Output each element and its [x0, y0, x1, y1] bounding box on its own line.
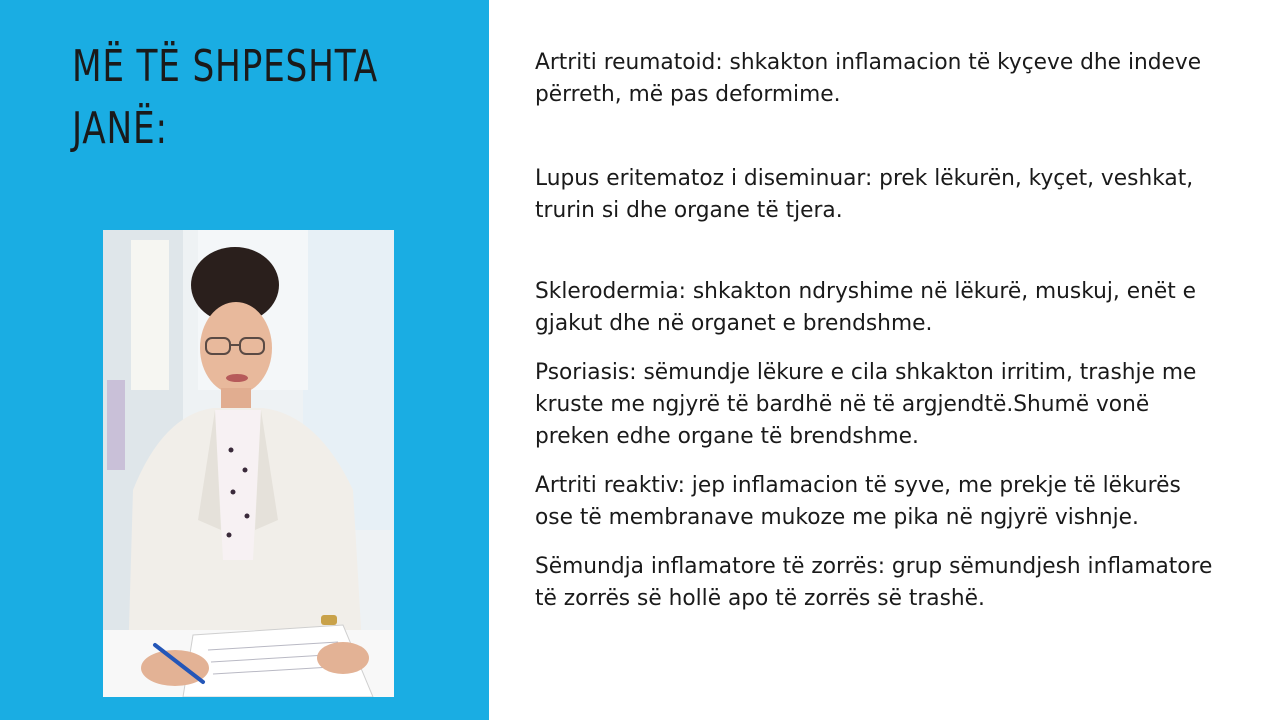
doctor-photo: [103, 230, 394, 697]
paragraph-line: Psoriasis: sëmundje lëkure e cila shkakton irritim, trashje me: [535, 359, 1197, 385]
paragraph-line: kruste me ngjyrë të bardhë në të argjendtë.Shumë vonë: [535, 391, 1150, 417]
paragraph-line: Lupus eritematoz i diseminuar: prek lëkurën, kyçet, veshkat,: [535, 165, 1194, 191]
paragraph-lupus: [535, 162, 1193, 226]
paragraph-line: Artriti reumatoid: shkakton inflamacion të kyçeve dhe indeve: [535, 49, 1202, 75]
paragraph-sklerodermia: [535, 275, 1196, 339]
paragraph-line: trurin si dhe organe të tjera.: [535, 197, 843, 223]
slide-title-line: JANË:: [72, 103, 168, 154]
paragraph-artriti-reaktiv: [535, 469, 1181, 533]
paragraph-line: Artriti reaktiv: jep inflamacion të syve, me prekje të lëkurës: [535, 472, 1181, 498]
doctor-photo-illustration: [103, 230, 394, 697]
paragraph-line: preken edhe organe të brendshme.: [535, 423, 919, 449]
paragraph-semundja-inflamatore: [535, 550, 1212, 614]
paragraph-line: të zorrës së hollë apo të zorrës së trashë.: [535, 585, 985, 611]
paragraph-line: Sëmundja inflamatore të zorrës: grup sëmundjesh inflamatore: [535, 553, 1213, 579]
paragraph-psoriasis: [535, 356, 1196, 452]
paragraph-line: ose të membranave mukoze me pika në ngjyrë vishnje.: [535, 504, 1139, 530]
paragraph-line: përreth, më pas deformime.: [535, 81, 841, 107]
paragraph-line: gjakut dhe në organet e brendshme.: [535, 310, 933, 336]
paragraph-artriti-reumatoid: [535, 46, 1201, 110]
slide-title-line: MË TË SHPESHTA: [72, 41, 379, 92]
slide-title: [72, 36, 384, 160]
paragraph-line: Sklerodermia: shkakton ndryshime në lëkurë, muskuj, enët e: [535, 278, 1196, 304]
